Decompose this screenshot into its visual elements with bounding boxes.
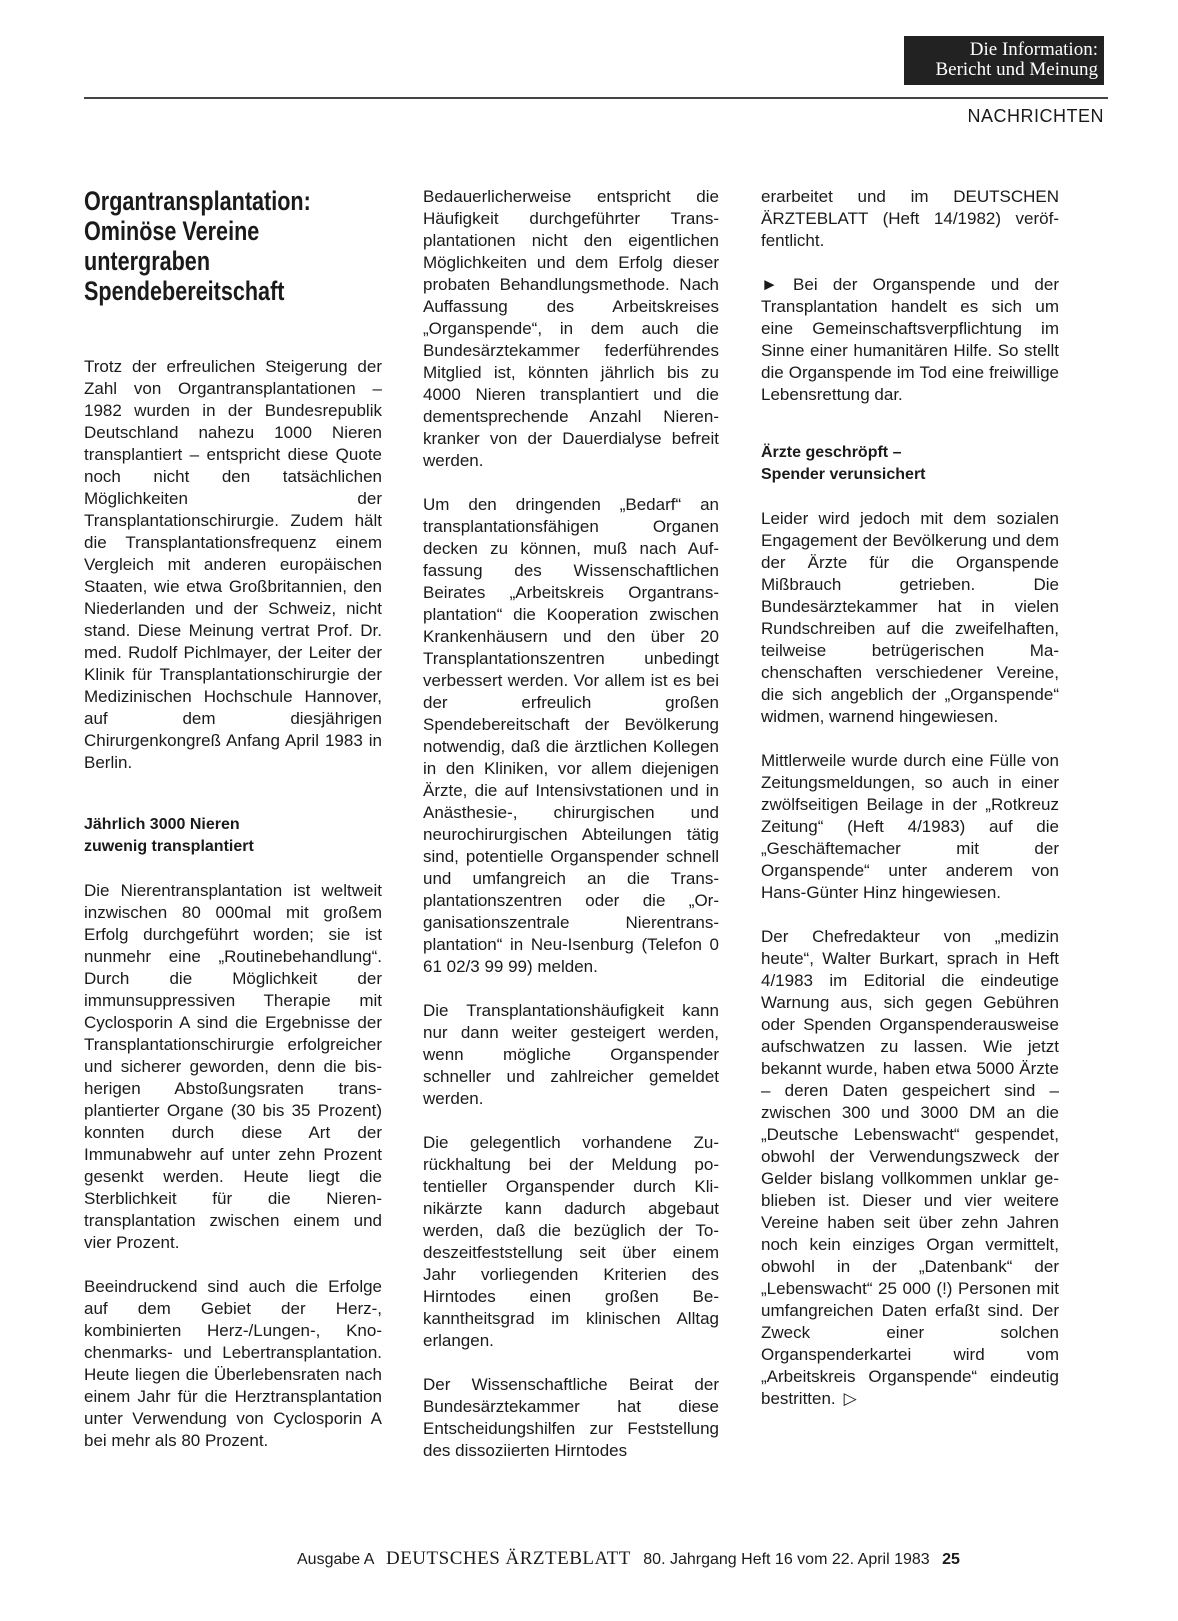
paragraph: Leider wird jedoch mit dem sozialen Engagement der Bevölkerung und dem der Ärzte für die Organspende Mißbrauch getrieben. Die Bundesärztekammer hat in vielen Rundschreiben auf die zweifelhaften, teilweise betrügerischen Machenschaften verschiedener Vereine, die sich angeblich der „Organspende“ widmen, warnend hingewiesen. <box>761 509 1059 726</box>
paragraph: erarbeitet und im DEUTSCHEN ÄRZTEBLATT (Heft 14/1982) veröffentlicht. <box>761 187 1059 250</box>
paragraph <box>761 926 1059 1410</box>
subheading-line: zuwenig transplantiert <box>84 838 254 855</box>
footer-edition: Ausgabe A <box>297 1551 374 1568</box>
footer-issue: 80. Jahrgang Heft 16 vom 22. April 1983 <box>643 1551 930 1568</box>
section-label: NACHRICHTEN <box>967 106 1104 126</box>
subheading <box>84 814 382 858</box>
page-number: 25 <box>942 1551 960 1568</box>
continue-arrow-icon: ▷ <box>843 1389 857 1408</box>
paragraph: Der Wissenschaftliche Beirat der Bundesärztekammer hat diese Entscheidungshilfen zur Feststellung des dissoziierten Hirntodes <box>423 1375 719 1460</box>
column-2 <box>423 186 719 1484</box>
paragraph-text: Der Chefredakteur von „medizin heute“, Walter Burkart, sprach in Heft 4/1983 im Editorial die eindeutige Warnung aus, sich gegen Gebühren oder Spenden Organspenderausweise aufschwatzen zu lassen. Wie jetzt bekannt wurde, haben etwa 5000 Ärzte – deren Daten gespeichert sind – zwischen 300 und 3000 DM an die „Deutsche Lebenswacht“ gespendet, obwohl der Verwendungszweck der Gelder bislang vollkommen unklar geblieben ist. Dieser und vier weitere Vereine haben seit über zehn Jahren noch kein einziges Organ vermittelt, obwohl in der „Datenbank“ der „Lebenswacht“ 25 000 (!) Personen mit umfangreichen Daten erfaßt sind. Der Zweck einer solchen Organspenderkartei wird vom „Arbeitskreis Organspende“ eindeutig bestritten. <box>761 927 1059 1408</box>
paragraph: Mittlerweile wurde durch eine Fülle von Zeitungsmeldungen, so auch in einer zwölfseitigen Beilage in der „Rotkreuz Zeitung“ (Heft 4/1983) auf die „Geschäftemacher mit der Organspende“ unter anderem von Hans-Günter Hinz hingewiesen. <box>761 751 1059 902</box>
article-headline: Organtransplantation: Ominöse Vereine untergraben Spendebereitschaft <box>84 186 311 306</box>
column-3 <box>761 186 1059 1432</box>
subheading-line: Ärzte geschröpft – <box>761 444 902 461</box>
paragraph: Die Transplantationshäufigkeit kann nur dann weiter gesteigert werden, wenn mögliche Organspender schneller und zahlreicher gemeldet werden. <box>423 1001 719 1108</box>
subheading <box>761 442 1059 486</box>
paragraph: Beeindruckend sind auch die Erfolge auf dem Gebiet der Herz-, kombinierten Herz-/Lungen-, Knochenmarks- und Lebertransplantation. Heute liegen die Überlebensraten nach einem Jahr für die Herztransplantation unter Verwendung von Cyclosporin A bei mehr als 80 Prozent. <box>84 1277 382 1450</box>
paragraph: Um den dringenden „Bedarf“ an transplantationsfähigen Organen decken zu können, muß nach Auffassung des Wissenschaftlichen Beirates „Arbeitskreis Organtransplantation“ die Kooperation zwischen Krankenhäusern und den über 20 Transplantationszentren unbedingt verbessert werden. Vor allem ist es bei der erfreulich großen Spendebereitschaft der Bevölkerung notwendig, daß die ärztlichen Kollegen in den Kliniken, vor allem diejenigen Ärzte, die auf Intensivstationen und in Anästhesie-, chirurgischen und neurochirurgischen Abteilungen tätig sind, potentielle Organspender schnell und umfangreich an die Transplantationszentren oder die „Organisationszentrale Nierentransplantation“ in Neu-Isenburg (Telefon 0 61 02/3 99 99) melden. <box>423 495 719 976</box>
header-rule <box>84 97 1108 99</box>
paragraph: ► Bei der Organspende und der Transplantation handelt es sich um eine Gemeinschaftsverpflichtung im Sinne einer humanitären Hilfe. So stellt die Organspende im Tod eine freiwillige Lebensrettung dar. <box>761 275 1059 404</box>
category-tag <box>904 36 1104 85</box>
page-footer <box>297 1548 1105 1570</box>
paragraph: Trotz der erfreulichen Steigerung der Zahl von Organtransplantationen – 1982 wurden in der Bundesrepublik Deutschland nahezu 1000 Nieren transplantiert – entspricht diese Quote noch nicht den tatsächlichen Möglichkeiten der Transplantationschirurgie. Zudem hält die Transplantationsfrequenz einem Vergleich mit anderen europäischen Staaten, wie etwa Großbritannien, den Niederlanden und der Schweiz, nicht stand. Diese Meinung vertrat Prof. Dr. med. Rudolf Pichlmayer, der Leiter der Klinik für Transplantationschirurgie der Medizinischen Hochschule Hannover, auf dem diesjährigen Chirurgenkongreß Anfang April 1983 in Berlin. <box>84 357 382 772</box>
category-tag-line2: Bericht und Meinung <box>935 59 1098 80</box>
category-tag-line1: Die Information: <box>969 39 1098 60</box>
footer-journal: DEUTSCHES ÄRZTEBLATT <box>385 1548 631 1569</box>
subheading-line: Spender verunsichert <box>761 466 926 483</box>
paragraph: Die Nierentransplantation ist weltweit inzwischen 80 000mal mit großem Erfolg durchgeführt worden; sie ist nunmehr eine „Routinebehandlung“. Durch die Möglichkeit der immunsuppressiven Therapie mit Cyclosporin A sind die Ergebnisse der Transplantationschirurgie erfolgreicher und sicherer geworden, denn die bisherigen Abstoßungsraten transplantierter Organe (30 bis 35 Prozent) konnten durch diese Art der Immunabwehr auf unter zehn Prozent gesenkt werden. Heute liegt die Sterblichkeit für die Nierentransplantation zwischen einem und vier Prozent. <box>84 881 382 1252</box>
paragraph: Bedauerlicherweise entspricht die Häufigkeit durchgeführter Transplantationen nicht den eigentlichen Möglichkeiten und dem Erfolg dieser probaten Behandlungsmethode. Nach Auffassung des Arbeitskreises „Organspende“, in dem auch die Bundesärztekammer federführendes Mitglied ist, könnten jährlich bis zu 4000 Nieren transplantiert und die dementsprechende Anzahl Nierenkranker von der Dauerdialyse befreit werden. <box>423 187 719 470</box>
column-1 <box>84 186 382 1474</box>
subheading-line: Jährlich 3000 Nieren <box>84 816 240 833</box>
paragraph: Die gelegentlich vorhandene Zurückhaltung bei der Meldung potentieller Organspender durch Klinikärzte kann dadurch abgebaut werden, daß die bezüglich der Todeszeitfeststellung seit über einem Jahr vorliegenden Kriterien des Hirntodes einen großen Bekanntheitsgrad im klinischen Alltag erlangen. <box>423 1133 719 1350</box>
